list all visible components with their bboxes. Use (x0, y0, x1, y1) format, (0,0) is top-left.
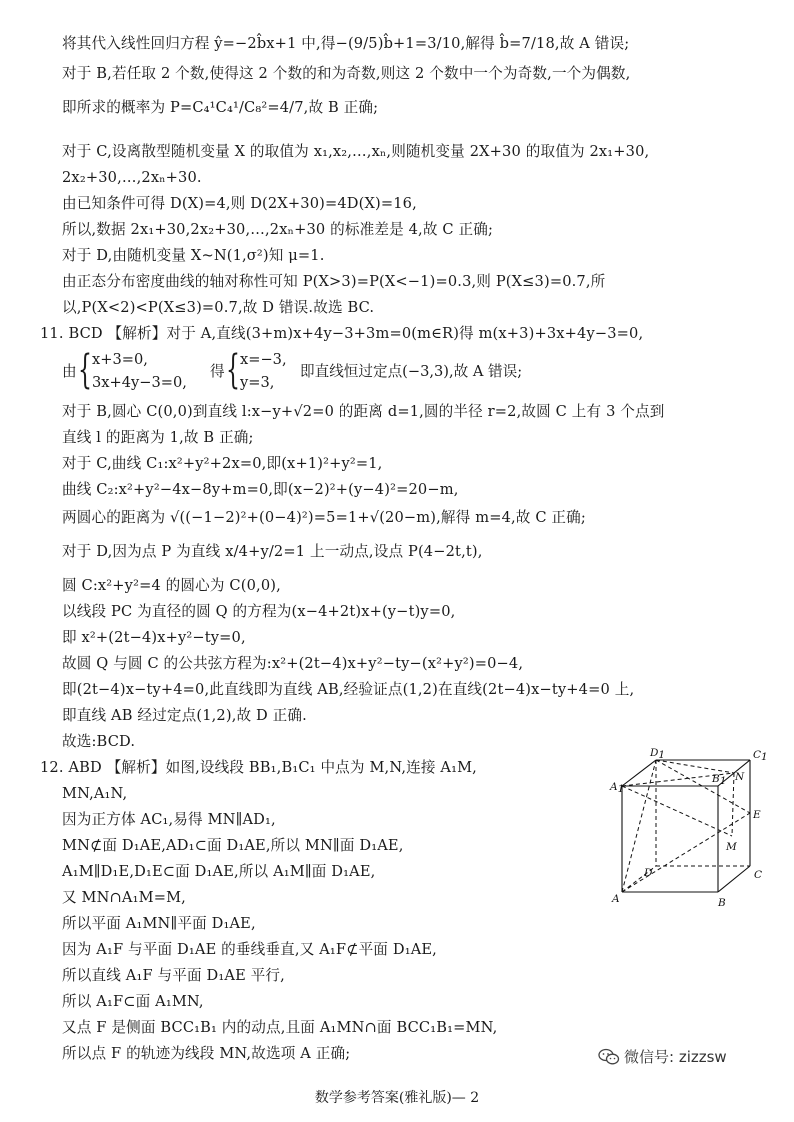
wechat-icon (598, 1048, 620, 1066)
text-line: 即 x²+(2t−4)x+y²−ty=0, (62, 629, 246, 646)
text-line: 对于 D,因为点 P 为直线 x/4+y/2=1 上一动点,设点 P(4−2t,t), (62, 543, 483, 560)
label-C1: C1 (753, 749, 768, 763)
text-line: 对于 C,曲线 C₁:x²+y²+2x=0,即(x+1)²+y²=1, (62, 455, 383, 472)
label-B: B (718, 897, 726, 909)
text-line: 由已知条件可得 D(X)=4,则 D(2X+30)=4D(X)=16, (62, 195, 417, 212)
text-line: 所以平面 A₁MN∥平面 D₁AE, (62, 915, 256, 932)
system-eq1: x+3=0, (92, 351, 148, 368)
text-line: 对于 B,若任取 2 个数,使得这 2 个数的和为奇数,则这 2 个数中一个为奇数,一个为偶数, (62, 65, 631, 82)
label-A1: A1 (610, 781, 625, 795)
text-line: 即直线 AB 经过定点(1,2),故 D 正确. (62, 707, 307, 724)
text-line: 由正态分布密度曲线的轴对称性可知 P(X>3)=P(X<−1)=0.3,则 P(X≤3)=0.7,所 (62, 273, 606, 290)
system-mid: 得 (210, 363, 225, 380)
left-brace: { (78, 347, 92, 393)
page-footer: 数学参考答案(雅礼版)— 2 (314, 1090, 480, 1106)
label-E: E (753, 809, 761, 821)
label-C: C (754, 869, 763, 881)
text-line: 曲线 C₂:x²+y²−4x−8y+m=0,即(x−2)²+(y−4)²=20−m, (62, 481, 459, 498)
cube-diagram (608, 747, 780, 912)
cube-figure (608, 747, 780, 912)
text-line: 又 MN∩A₁M=M, (62, 889, 186, 906)
text-line: 11. BCD 【解析】对于 A,直线(3+m)x+4y−3+3m=0(m∈R)得 m(x+3)+3x+4y−3=0, (40, 325, 644, 342)
label-N: N (735, 771, 745, 783)
text-line: 两圆心的距离为 √((−1−2)²+(0−4)²)=5=1+√(20−m),解得 m=4,故 C 正确; (62, 509, 586, 526)
watermark (598, 1046, 727, 1067)
label-A: A (612, 893, 620, 905)
text-line: 对于 D,由随机变量 X~N(1,σ²)知 μ=1. (62, 247, 325, 264)
text-line: 以,P(X<2)<P(X≤3)=0.7,故 D 错误.故选 BC. (62, 299, 375, 316)
text-line: 又点 F 是侧面 BCC₁B₁ 内的动点,且面 A₁MN∩面 BCC₁B₁=MN, (62, 1019, 498, 1036)
text-line: 对于 B,圆心 C(0,0)到直线 l:x−y+√2=0 的距离 d=1,圆的半径 r=2,故圆 C 上有 3 个点到 (62, 403, 665, 420)
text-line: 将其代入线性回归方程 ŷ=−2b̂x+1 中,得−(9/5)b̂+1=3/10,解得 b̂=7/18,故 A 错误; (62, 35, 630, 52)
left-brace: { (226, 347, 240, 393)
watermark-text: 微信号: zizzsw (624, 1048, 727, 1066)
text-line: 对于 C,设离散型随机变量 X 的取值为 x₁,x₂,…,xₙ,则随机变量 2X+30 的取值为 2x₁+30, (62, 143, 650, 160)
text-line: 因为 A₁F 与平面 D₁AE 的垂线垂直,又 A₁F⊄平面 D₁AE, (62, 941, 437, 958)
label-D1: D1 (650, 747, 666, 761)
equation-system (62, 347, 622, 394)
text-line: 所以 A₁F⊂面 A₁MN, (62, 993, 204, 1010)
system-eq2: 3x+4y−3=0, (92, 374, 187, 391)
text-line: 故圆 Q 与圆 C 的公共弦方程为:x²+(2t−4)x+y²−ty−(x²+y²)=0−4, (62, 655, 524, 672)
text-line: A₁M∥D₁E,D₁E⊂面 D₁AE,所以 A₁M∥面 D₁AE, (62, 863, 376, 880)
text-line: 圆 C:x²+y²=4 的圆心为 C(0,0), (62, 577, 281, 594)
text-line: 故选:BCD. (62, 733, 136, 750)
system-suffix: 即直线恒过定点(−3,3),故 A 错误; (300, 363, 523, 380)
label-M: M (726, 841, 737, 853)
text-line: 直线 l 的距离为 1,故 B 正确; (62, 429, 254, 446)
text-line: 所以,数据 2x₁+30,2x₂+30,…,2xₙ+30 的标准差是 4,故 C 正确; (62, 221, 494, 238)
text-line: MN⊄面 D₁AE,AD₁⊂面 D₁AE,所以 MN∥面 D₁AE, (62, 837, 404, 854)
system-prefix: 由 (62, 363, 77, 380)
text-line: 以线段 PC 为直径的圆 Q 的方程为(x−4+2t)x+(y−t)y=0, (62, 603, 456, 620)
text-line: 因为正方体 AC₁,易得 MN∥AD₁, (62, 811, 276, 828)
system-sol2: y=3, (240, 374, 275, 391)
text-line: 2x₂+30,…,2xₙ+30. (62, 169, 202, 186)
text-line: 即(2t−4)x−ty+4=0,此直线即为直线 AB,经验证点(1,2)在直线(2t−4)x−ty+4=0 上, (62, 681, 635, 698)
label-D: D (644, 867, 653, 879)
label-B1: B1 (712, 773, 727, 787)
text-line: MN,A₁N, (62, 785, 128, 802)
text-line: 所以点 F 的轨迹为线段 MN,故选项 A 正确; (62, 1045, 351, 1062)
text-line: 即所求的概率为 P=C₄¹C₄¹/C₈²=4/7,故 B 正确; (62, 99, 379, 116)
text-line: 12. ABD 【解析】如图,设线段 BB₁,B₁C₁ 中点为 M,N,连接 A₁M, (40, 759, 477, 776)
text-line: 所以直线 A₁F 与平面 D₁AE 平行, (62, 967, 285, 984)
system-sol1: x=−3, (240, 351, 287, 368)
